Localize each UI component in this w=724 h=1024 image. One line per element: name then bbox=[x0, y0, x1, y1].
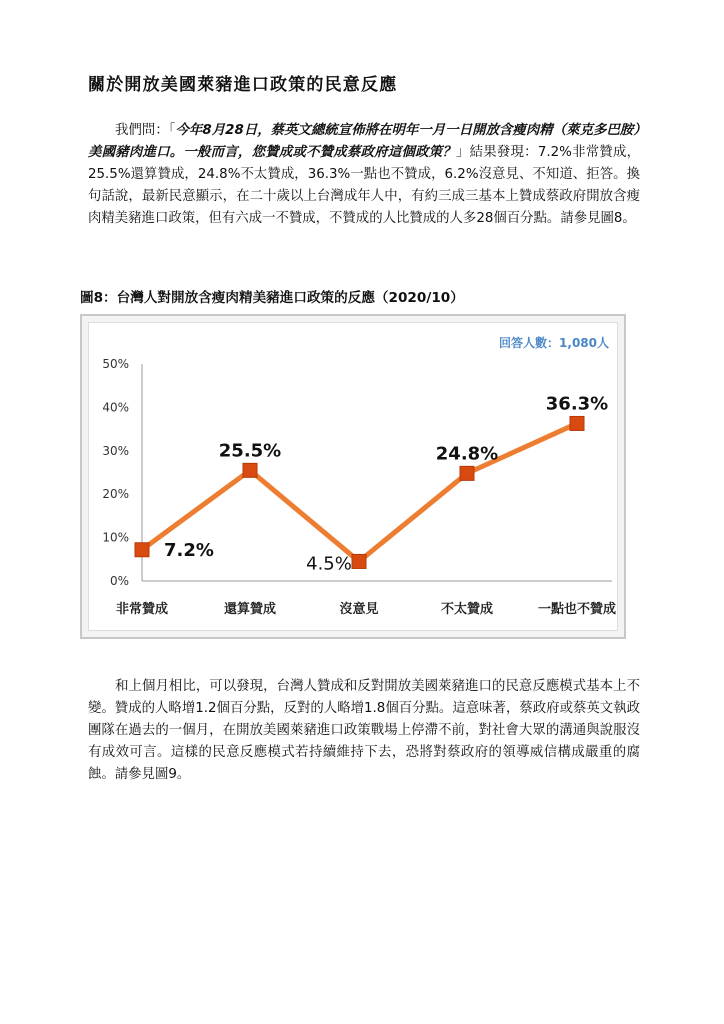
data-point-marker bbox=[243, 463, 257, 477]
y-tick-label: 50% bbox=[102, 357, 129, 371]
y-tick-label: 10% bbox=[102, 530, 129, 545]
chart-frame bbox=[80, 314, 626, 639]
data-label: 36.3% bbox=[545, 393, 609, 415]
y-tick-label: 0% bbox=[109, 574, 129, 588]
y-tick-label: 30% bbox=[102, 443, 129, 458]
data-label: 7.2% bbox=[164, 539, 214, 561]
paragraph-2 bbox=[88, 676, 640, 786]
x-tick-label: 非常贊成 bbox=[115, 602, 169, 617]
x-tick-label: 還算贊成 bbox=[223, 602, 277, 617]
data-point-marker bbox=[352, 554, 366, 568]
line-chart bbox=[89, 323, 619, 632]
paragraph-1-body: 」結果發現：7.2%非常贊成，25.5%還算贊成，24.8%不太贊成，36.3%一點也不贊成，6.2%沒意見、不知道、拒答。換句話說，最新民意顯示，在二十歲以上台灣成年人中，有約三成三基本上贊成蔡政府開放含瘦肉精美豬進口政策，但有六成一不贊成，不贊成的人比贊成的人多28個百分點。請參見圖8。 bbox=[88, 145, 640, 226]
x-tick-label: 一點也不贊成 bbox=[537, 602, 617, 617]
data-point-marker bbox=[460, 466, 474, 480]
data-label: 4.5% bbox=[306, 553, 352, 575]
figure-caption: 圖8：台灣人對開放含瘦肉精美豬進口政策的反應（2020/10） bbox=[80, 290, 464, 306]
data-point-marker bbox=[135, 543, 149, 557]
section-title: 關於開放美國萊豬進口政策的民意反應 bbox=[88, 75, 398, 95]
data-point-marker bbox=[570, 416, 584, 430]
paragraph-1 bbox=[88, 120, 640, 230]
y-tick-label: 20% bbox=[102, 487, 129, 502]
data-label: 24.8% bbox=[435, 443, 499, 465]
paragraph-1-lead: 我們問：「 bbox=[115, 123, 176, 138]
y-tick-label: 40% bbox=[102, 400, 129, 415]
survey-question: 今年8月28日，蔡英文總統宣佈將在明年一月一日開放含瘦肉精（萊克多巴胺）美國豬肉進口。一般而言，您贊成或不贊成蔡政府這個政策？ bbox=[88, 123, 640, 160]
paragraph-2-text: 和上個月相比，可以發現，台灣人贊成和反對開放美國萊豬進口的民意反應模式基本上不變。贊成的人略增1.2個百分點，反對的人略增1.8個百分點。這意味著，蔡政府或蔡英文執政團隊在過去的一個月，在開放美國萊豬進口政策戰場上停滯不前，對社會大眾的溝通與說服沒有成效可言。這樣的民意反應模式若持續維持下去，恐將對蔡政府的領導威信構成嚴重的腐蝕。請參見圖9。 bbox=[88, 679, 640, 782]
chart-area bbox=[88, 322, 618, 631]
x-tick-label: 不太贊成 bbox=[440, 602, 494, 617]
x-tick-label: 沒意見 bbox=[339, 602, 379, 617]
respondent-count-note: 回答人數：1,080人 bbox=[499, 336, 609, 350]
data-label: 25.5% bbox=[218, 440, 282, 462]
